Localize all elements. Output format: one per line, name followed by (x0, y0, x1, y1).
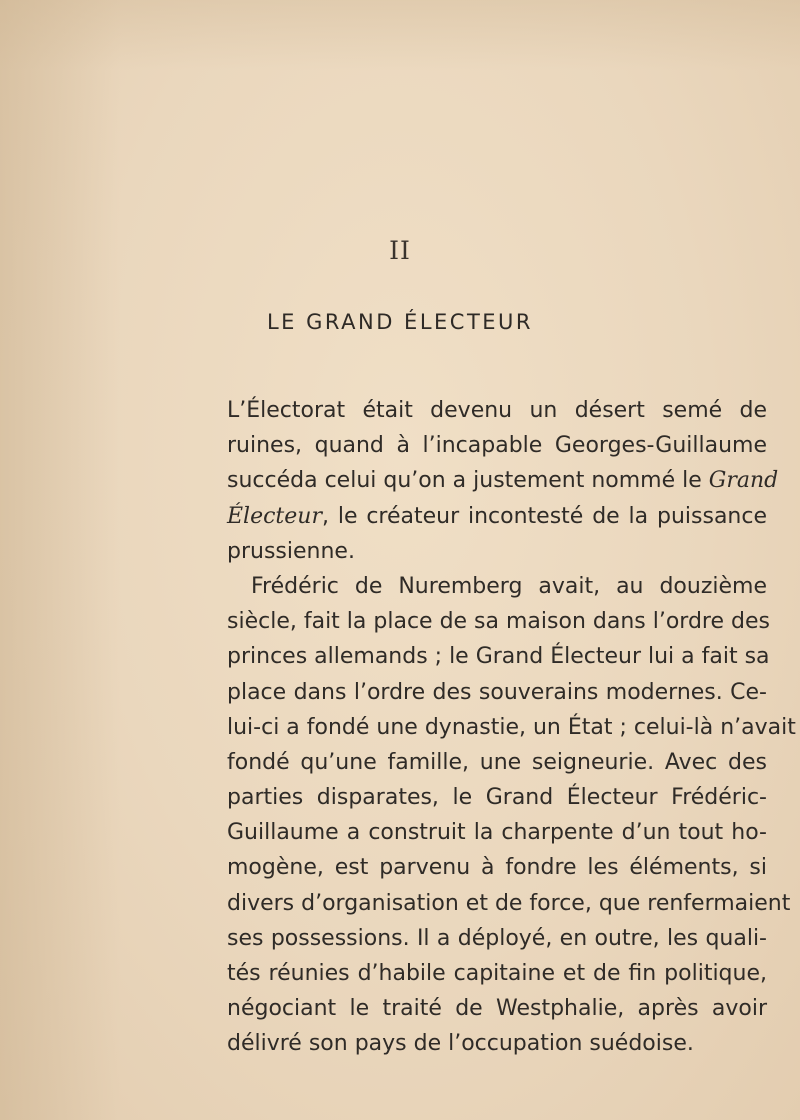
text-line-part: , le créateur incontesté de la puissance (321, 503, 767, 529)
text-line: lui-ci a fondé une dynastie, un État ; celui-là n’avait (227, 714, 796, 740)
page-shadow-top (0, 0, 800, 70)
text-line: fondé qu’une famille, une seigneurie. Avec des (227, 749, 767, 775)
text-line: place dans l’ordre des souverains modernes. Ce- (227, 679, 767, 705)
chapter-title: LE GRAND ÉLECTEUR (266, 310, 534, 334)
text-line: ses possessions. Il a déployé, en outre, les quali- (227, 925, 767, 951)
page-shadow-left (0, 0, 120, 1120)
paragraph-1 (227, 393, 779, 569)
text-line: parties disparates, le Grand Électeur Frédéric- (227, 785, 767, 811)
text-line: princes allemands ; le Grand Électeur lui a fait sa (227, 644, 770, 670)
paragraph-2 (227, 569, 796, 1062)
text-line: ruines, quand à l’incapable Georges-Guillaume (227, 433, 767, 459)
text-line: siècle, fait la place de sa maison dans l’ordre des (227, 609, 770, 635)
text-line: prussienne. (227, 538, 355, 564)
text-line-part: succéda celui qu’on a justement nommé le (227, 468, 702, 494)
text-line: Frédéric de Nuremberg avait, au douzième (251, 573, 767, 599)
italic-text: Grand (708, 468, 779, 494)
chapter-number: II (389, 236, 411, 265)
text-line (227, 463, 779, 498)
text-line: mogène, est parvenu à fondre les éléments, si (227, 855, 767, 881)
text-line: tés réunies d’habile capitaine et de fin politique, (227, 961, 767, 986)
text-line: délivré son pays de l’occupation suédoise. (227, 1031, 694, 1057)
italic-text: Électeur (227, 503, 322, 529)
text-line: Guillaume a construit la charpente d’un tout ho- (227, 820, 767, 846)
chapter-body (227, 393, 796, 1062)
text-line: divers d’organisation et de force, que renfermaient (227, 890, 791, 916)
text-line: L’Électorat était devenu un désert semé de (227, 398, 767, 423)
text-line: négociant le traité de Westphalie, après avoir (227, 996, 767, 1022)
text-line (227, 499, 767, 534)
